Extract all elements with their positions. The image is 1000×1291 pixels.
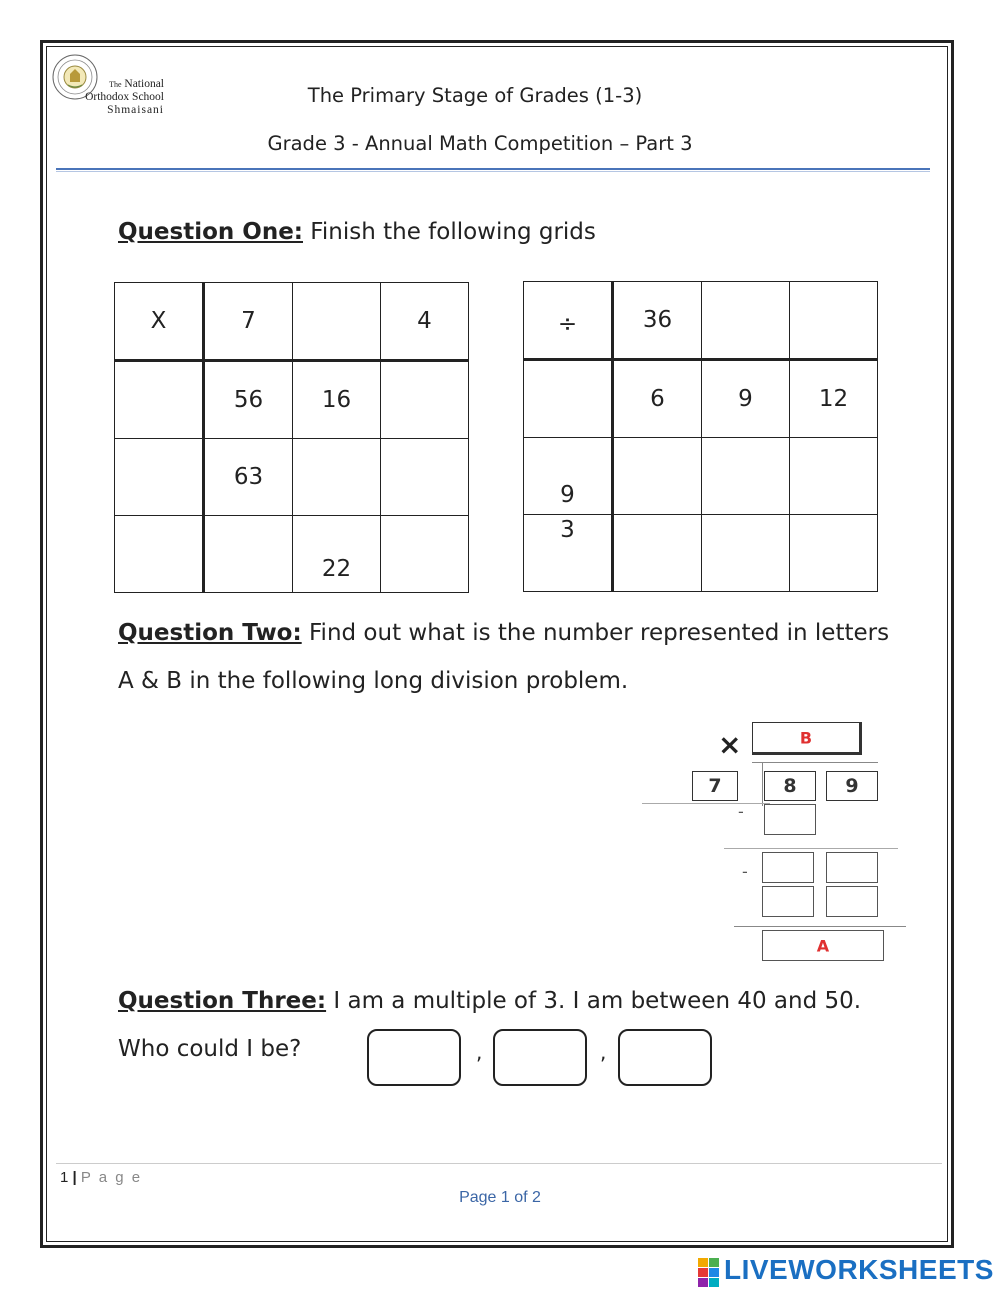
school-name (72, 78, 164, 117)
b-label: B (799, 728, 813, 747)
subtraction-line-1 (724, 848, 898, 849)
dividend-value-1: 8 (783, 775, 797, 797)
grid-value: 9 (560, 482, 575, 508)
grid-cell (204, 439, 293, 516)
grid-input-cell[interactable] (115, 516, 204, 593)
divisor-value: 7 (708, 775, 722, 797)
grid-value: 22 (321, 556, 352, 582)
grid-cell (293, 516, 381, 593)
grid-row (524, 360, 878, 438)
subtract-box-2b[interactable] (826, 886, 878, 917)
grid-input-cell[interactable] (293, 439, 381, 516)
answer-box-2[interactable] (493, 1029, 587, 1086)
grid-value: 63 (233, 464, 264, 490)
grid-input-cell[interactable] (524, 360, 613, 438)
grid-cell (790, 360, 878, 438)
grid-input-cell[interactable] (115, 439, 204, 516)
grid-cell (115, 283, 204, 361)
grid-input-cell[interactable] (790, 438, 878, 515)
school-name-small: The (109, 80, 122, 89)
comma-separator: , (476, 1040, 483, 1064)
page-word: P a g e (80, 1169, 143, 1186)
question-two (118, 620, 889, 646)
question-three (118, 988, 861, 1014)
minus-sign: - (742, 862, 748, 881)
grid-header-value: 7 (241, 308, 256, 334)
grid-row (524, 438, 878, 515)
grid-input-cell[interactable] (702, 282, 790, 360)
grid-value: 12 (818, 386, 849, 412)
grid-input-cell[interactable] (204, 516, 293, 593)
page-of-label: Page 1 of 2 (459, 1189, 541, 1206)
subtract-box[interactable] (764, 804, 816, 835)
grid-row (524, 515, 878, 592)
header-rule (56, 168, 930, 170)
grid-value: 16 (321, 387, 352, 413)
grid-input-cell[interactable] (702, 515, 790, 592)
question-three-text-line2: Who could I be? (118, 1036, 302, 1062)
document-subtitle: Grade 3 - Annual Math Competition – Part 3 (267, 132, 693, 155)
division-grid (523, 281, 878, 592)
grid-value: 56 (233, 387, 264, 413)
subtract-box-2a[interactable] (762, 886, 814, 917)
grid-input-cell[interactable] (293, 283, 381, 361)
question-two-label: Question Two: (118, 620, 302, 646)
grid-input-cell[interactable] (790, 515, 878, 592)
divisor-line (642, 803, 770, 804)
divisor-box (692, 771, 738, 801)
grid-cell (613, 360, 702, 438)
header-rule-light (56, 171, 930, 172)
grid-cell (702, 360, 790, 438)
question-two-text-line2: A & B in the following long division problem. (118, 668, 629, 694)
answer-box-1[interactable] (367, 1029, 461, 1086)
footer-rule (56, 1163, 942, 1164)
subtraction-line-2 (734, 926, 906, 927)
multiplication-grid (114, 282, 469, 593)
grid-cell (293, 361, 381, 439)
grid-value: 3 (560, 517, 575, 543)
dividend-box-2 (826, 771, 878, 801)
liveworksheets-brand[interactable]: LIVEWORKSHEETS (724, 1254, 994, 1285)
page-number-value: 1 (60, 1169, 69, 1186)
grid-input-cell[interactable] (381, 439, 469, 516)
times-icon: × (718, 728, 742, 761)
grid-cell (613, 282, 702, 360)
grid-row (115, 361, 469, 439)
b-box[interactable] (752, 722, 862, 755)
remainder-box-2[interactable] (826, 852, 878, 883)
division-bracket (762, 762, 763, 806)
grid-cell (204, 361, 293, 439)
remainder-box-1[interactable] (762, 852, 814, 883)
minus-sign: - (738, 802, 744, 821)
grid-cell (381, 283, 469, 361)
a-box[interactable] (762, 930, 884, 961)
grid-header-value: 36 (642, 307, 673, 333)
grid-value: 6 (650, 386, 665, 412)
grid-row (115, 283, 469, 361)
question-three-label: Question Three: (118, 988, 327, 1014)
grid-input-cell[interactable] (702, 438, 790, 515)
comma-separator: , (600, 1040, 607, 1064)
grid-row (115, 439, 469, 516)
grid-cell (524, 438, 613, 515)
quotient-line (752, 762, 878, 763)
operator-symbol: ÷ (557, 310, 578, 337)
answer-box-3[interactable] (618, 1029, 712, 1086)
grid-input-cell[interactable] (613, 515, 702, 592)
grid-cell (524, 282, 613, 360)
grid-header-value: 4 (417, 308, 432, 334)
grid-value: 9 (738, 386, 753, 412)
grid-row (524, 282, 878, 360)
grid-input-cell[interactable] (613, 438, 702, 515)
grid-input-cell[interactable] (381, 516, 469, 593)
question-three-text: I am a multiple of 3. I am between 40 and 50. (326, 988, 862, 1014)
page-number-separator: | (72, 1169, 77, 1186)
question-one-label: Question One: (118, 219, 303, 245)
operator-symbol: X (150, 308, 167, 334)
question-one-text: Finish the following grids (303, 219, 596, 245)
grid-cell (204, 283, 293, 361)
question-one (118, 219, 596, 245)
school-name-line1: National (124, 78, 164, 90)
school-name-line2: Orthodox School (85, 91, 164, 103)
a-label: A (816, 936, 830, 955)
grid-row (115, 516, 469, 593)
long-division-diagram (640, 718, 910, 968)
question-two-text: Find out what is the number represented in letters (301, 620, 890, 646)
liveworksheets-logo-icon (698, 1257, 720, 1289)
grid-input-cell[interactable] (115, 361, 204, 439)
document-title: The Primary Stage of Grades (1-3) (307, 84, 643, 107)
dividend-box-1 (764, 771, 816, 801)
dividend-value-2: 9 (845, 775, 859, 797)
page-number (60, 1169, 142, 1186)
school-name-line3: Shmaisani (107, 104, 164, 116)
grid-input-cell[interactable] (790, 282, 878, 360)
grid-input-cell[interactable] (381, 361, 469, 439)
grid-cell (524, 515, 613, 592)
